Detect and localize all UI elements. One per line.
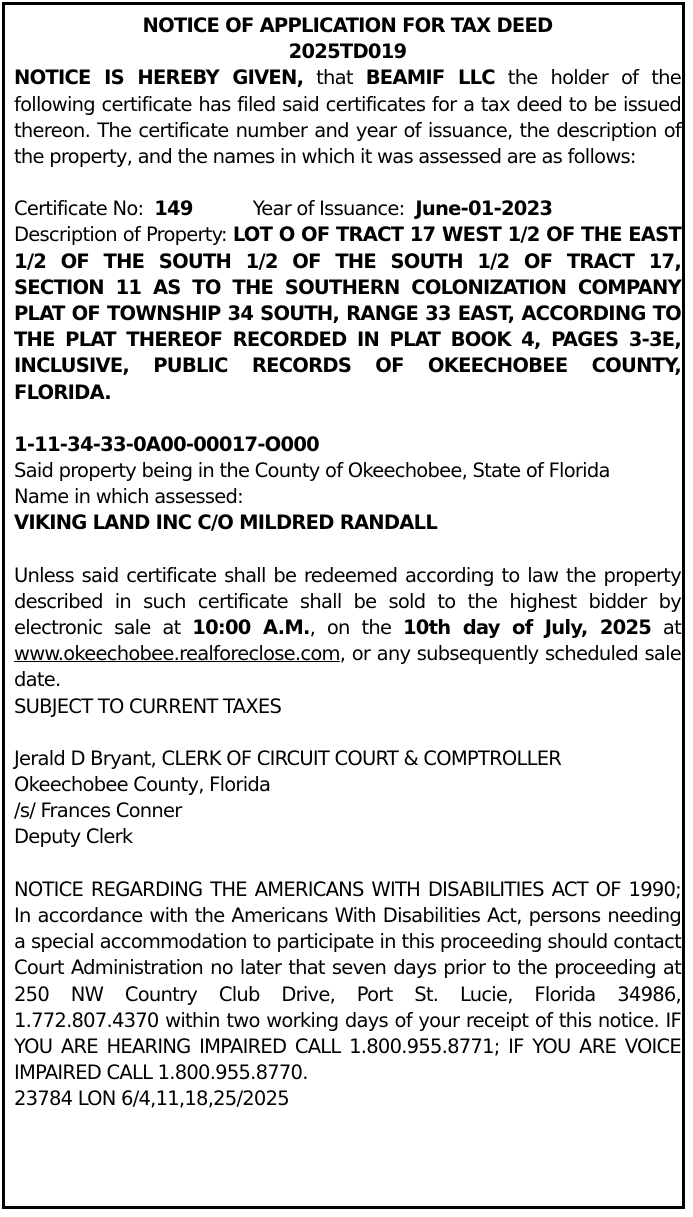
- parcel-id-value: 1-11-34-33-0A00-00017-O000: [14, 432, 319, 456]
- sale-url-link[interactable]: www.okeechobee.realforeclose.com: [14, 642, 340, 666]
- signature-county: Okeechobee County, Florida: [14, 773, 271, 797]
- assessed-name: [14, 510, 681, 536]
- parcel-id: [14, 432, 681, 458]
- sale-text-2: , on the: [309, 616, 403, 640]
- sale-paragraph: [14, 563, 681, 694]
- certificate-no-label: Certificate No:: [14, 197, 144, 221]
- certificate-no-value: 149: [154, 197, 193, 221]
- year-label: Year of Issuance:: [252, 197, 405, 221]
- sale-text-3: at: [651, 616, 682, 640]
- signature-block: [14, 746, 681, 851]
- assessed-name-value: VIKING LAND INC C/O MILDRED RANDALL: [14, 511, 438, 535]
- intro-text-2: the holder of the following certificate has filed said certificates for a tax deed to be issued thereon. The certificate number and year of issuance, the description of the property, and the names in which it was assessed are as follows:: [14, 66, 681, 169]
- intro-paragraph: [14, 65, 681, 170]
- ada-notice: NOTICE REGARDING THE AMERICANS WITH DISABILITIES ACT OF 1990; In accordance with the Americans With Disabilities Act, persons needing a special accommodation to participate in this proceeding should contact Court Administration no later that seven days prior to the proceeding at 250 NW Country Club Drive, Port St. Lucie, Florida 34986, 1.772.807.4370 within two working days of your receipt of this notice. IF YOU ARE HEARING IMPAIRED CALL 1.800.955.8771; IF YOU ARE VOICE IMPAIRED CALL 1.800.955.8770.: [14, 877, 681, 1085]
- intro-text-1: that: [303, 66, 366, 90]
- case-number: 2025TD019: [288, 40, 407, 64]
- holder-name: BEAMIF LLC: [365, 66, 495, 90]
- sale-text-4: , or any subsequently scheduled sale date.: [14, 642, 681, 692]
- subject-line: SUBJECT TO CURRENT TAXES: [14, 694, 282, 718]
- sale-text-1: Unless said certificate shall be redeemed according to law the property described in such certificate shall be sold to the highest bidder by electronic sale at: [14, 563, 681, 640]
- sale-date: 10th day of July, 2025: [402, 616, 652, 640]
- notice-border: [2, 2, 685, 1209]
- notice-title: NOTICE OF APPLICATION FOR TAX DEED: [142, 14, 553, 37]
- county-line: Said property being in the County of Okeechobee, State of Florida: [14, 459, 610, 483]
- description-label: Description of Property:: [14, 223, 233, 247]
- signature-title: Deputy Clerk: [14, 825, 133, 849]
- signature-clerk: Jerald D Bryant, CLERK OF CIRCUIT COURT & COMPTROLLER: [14, 746, 562, 770]
- property-description: [14, 222, 681, 405]
- signature-signed: /s/ Frances Conner: [14, 799, 182, 823]
- year-value: June-01-2023: [415, 197, 553, 221]
- sale-time: 10:00 A.M.: [192, 616, 310, 640]
- notice-content: [14, 13, 681, 1113]
- publication-line: 23784 LON 6/4,11,18,25/2025: [14, 1087, 289, 1111]
- intro-lead: NOTICE IS HEREBY GIVEN,: [14, 66, 304, 90]
- certificate-line: [14, 196, 681, 222]
- description-value: LOT O OF TRACT 17 WEST 1/2 OF THE EAST 1/2 OF THE SOUTH 1/2 OF THE SOUTH 1/2 OF TRACT 17, SECTION 11 AS TO THE SOUTHERN COLONIZATION COMPANY PLAT OF TOWNSHIP 34 SOUTH, RANGE 33 EAST, ACCORDING TO THE PLAT THEREOF RECORDED IN PLAT BOOK 4, PAGES 3-3E, INCLUSIVE, PUBLIC RECORDS OF OKEECHOBEE COUNTY, FLORIDA.: [14, 223, 681, 404]
- assessed-label: Name in which assessed:: [14, 485, 243, 509]
